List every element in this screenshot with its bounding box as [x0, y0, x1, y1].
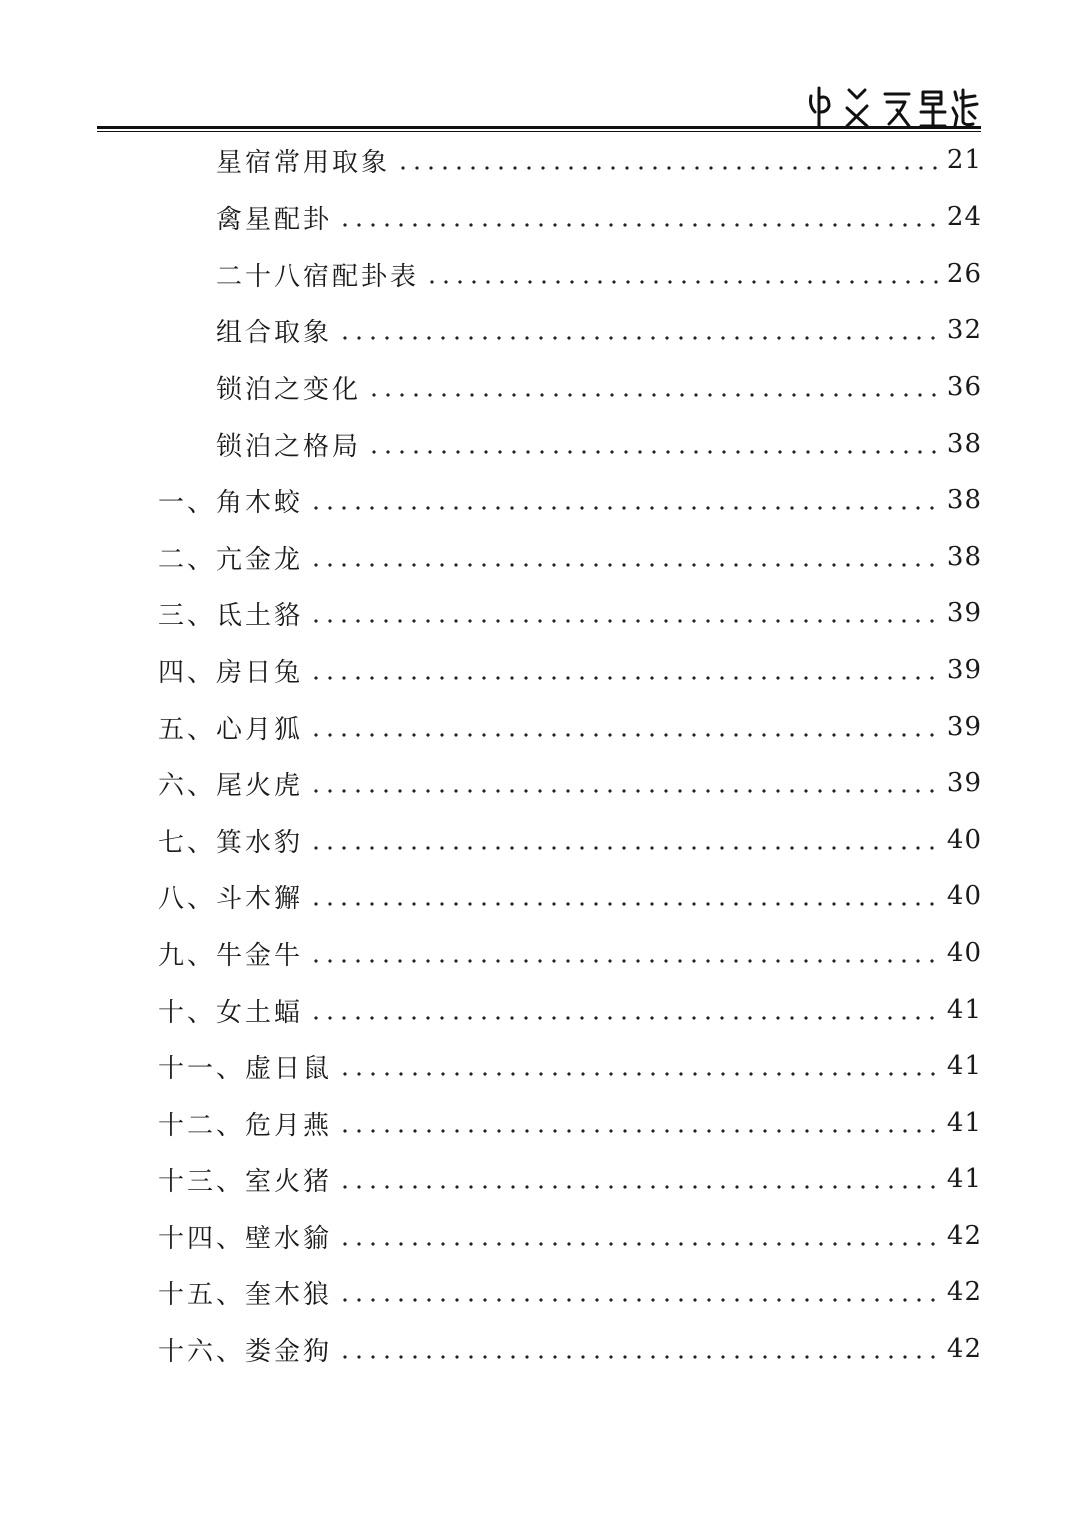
toc-entry[interactable]: [158, 707, 982, 747]
toc-entry-page: 40: [946, 938, 982, 968]
toc-entry[interactable]: [158, 933, 982, 973]
toc-entry-page: 38: [946, 429, 982, 459]
toc-entry[interactable]: [216, 310, 982, 350]
toc-entry[interactable]: [158, 1272, 982, 1312]
toc-entry-page: 39: [946, 655, 982, 685]
toc-entry-page: 42: [946, 1334, 982, 1364]
toc-dot-leader: [338, 1184, 939, 1190]
toc-entry-page: 42: [946, 1221, 982, 1251]
toc-entry-page: 32: [946, 315, 982, 345]
toc-entry-title: 十三、室火猪: [158, 1166, 333, 1197]
toc-entry-title: 组合取象: [216, 317, 333, 348]
toc-entry[interactable]: [158, 593, 982, 633]
toc-dot-leader: [309, 901, 939, 907]
header-rule-thin: [97, 131, 981, 132]
toc-dot-leader: [338, 1241, 939, 1247]
toc-entry-page: 38: [946, 542, 982, 572]
toc-entry-title: 七、箕水豹: [158, 827, 304, 858]
toc-entry[interactable]: [216, 424, 982, 464]
toc-entry-page: 40: [946, 881, 982, 911]
toc-dot-leader: [338, 1128, 939, 1134]
toc-entry-page: 39: [946, 712, 982, 742]
toc-dot-leader: [338, 1297, 939, 1303]
toc-dot-leader: [396, 165, 939, 171]
toc-dot-leader: [338, 1071, 939, 1077]
toc-entry[interactable]: [158, 990, 982, 1030]
toc-entry-page: 42: [946, 1277, 982, 1307]
toc-entry[interactable]: [158, 537, 982, 577]
toc-entry[interactable]: [158, 1103, 982, 1143]
toc-entry-page: 41: [946, 1108, 982, 1138]
toc-entry-title: 四、房日兔: [158, 657, 304, 688]
toc-entry[interactable]: [216, 140, 982, 180]
toc-dot-leader: [367, 449, 939, 455]
toc-entry[interactable]: [158, 1329, 982, 1369]
toc-entry-title: 十一、虚日鼠: [158, 1053, 333, 1084]
toc-entry-title: 三、氐土貉: [158, 600, 304, 631]
toc-entry-title: 五、心月狐: [158, 714, 304, 745]
toc-entry[interactable]: [158, 650, 982, 690]
toc-dot-leader: [309, 788, 939, 794]
page-header: [97, 70, 981, 134]
toc-entry[interactable]: [216, 367, 982, 407]
toc-entry[interactable]: [158, 1046, 982, 1086]
toc-entry-title: 二十八宿配卦表: [216, 261, 420, 292]
toc-entry[interactable]: [158, 763, 982, 803]
header-seal-logo: [805, 82, 981, 130]
toc-entry-page: 38: [946, 485, 982, 515]
toc-entry-title: 九、牛金牛: [158, 940, 304, 971]
toc-entry[interactable]: [158, 480, 982, 520]
toc-entry[interactable]: [158, 820, 982, 860]
toc-entry-title: 锁泊之格局: [216, 431, 362, 462]
toc-entry-title: 十四、壁水貐: [158, 1223, 333, 1254]
toc-entry-page: 41: [946, 1164, 982, 1194]
toc-entry-title: 禽星配卦: [216, 204, 333, 235]
toc-entry[interactable]: [216, 197, 982, 237]
toc-entry-title: 十、女土蝠: [158, 997, 304, 1028]
toc-dot-leader: [367, 392, 939, 398]
toc-dot-leader: [309, 845, 939, 851]
toc-entry-page: 26: [946, 259, 982, 289]
toc-dot-leader: [309, 1015, 939, 1021]
toc-entry-title: 一、角木蛟: [158, 487, 304, 518]
toc-dot-leader: [338, 335, 939, 341]
toc-entry-page: 24: [946, 202, 982, 232]
toc-dot-leader: [338, 1354, 939, 1360]
toc-entry-title: 十二、危月燕: [158, 1110, 333, 1141]
toc-entry-title: 锁泊之变化: [216, 374, 362, 405]
toc-entry[interactable]: [216, 254, 982, 294]
header-rule-thick: [97, 126, 981, 129]
toc-dot-leader: [425, 279, 939, 285]
toc-entry-page: 39: [946, 598, 982, 628]
toc-entry[interactable]: [158, 1159, 982, 1199]
toc-entry-title: 六、尾火虎: [158, 770, 304, 801]
toc-entry[interactable]: [158, 876, 982, 916]
toc-entry-page: 41: [946, 1051, 982, 1081]
toc-dot-leader: [309, 675, 939, 681]
toc-entry-page: 41: [946, 995, 982, 1025]
toc-entry-page: 40: [946, 825, 982, 855]
toc-entry-page: 36: [946, 372, 982, 402]
toc-dot-leader: [309, 732, 939, 738]
toc-dot-leader: [309, 562, 939, 568]
toc-entry-title: 八、斗木獬: [158, 883, 304, 914]
toc-dot-leader: [309, 505, 939, 511]
toc-entry[interactable]: [158, 1216, 982, 1256]
toc-dot-leader: [309, 618, 939, 624]
toc-entry-title: 十五、奎木狼: [158, 1279, 333, 1310]
toc-dot-leader: [309, 958, 939, 964]
toc-entry-title: 二、亢金龙: [158, 544, 304, 575]
toc-entry-page: 39: [946, 768, 982, 798]
toc-entry-title: 星宿常用取象: [216, 147, 391, 178]
toc-entry-page: 21: [946, 145, 982, 175]
toc-entry-title: 十六、娄金狗: [158, 1336, 333, 1367]
toc-dot-leader: [338, 222, 939, 228]
